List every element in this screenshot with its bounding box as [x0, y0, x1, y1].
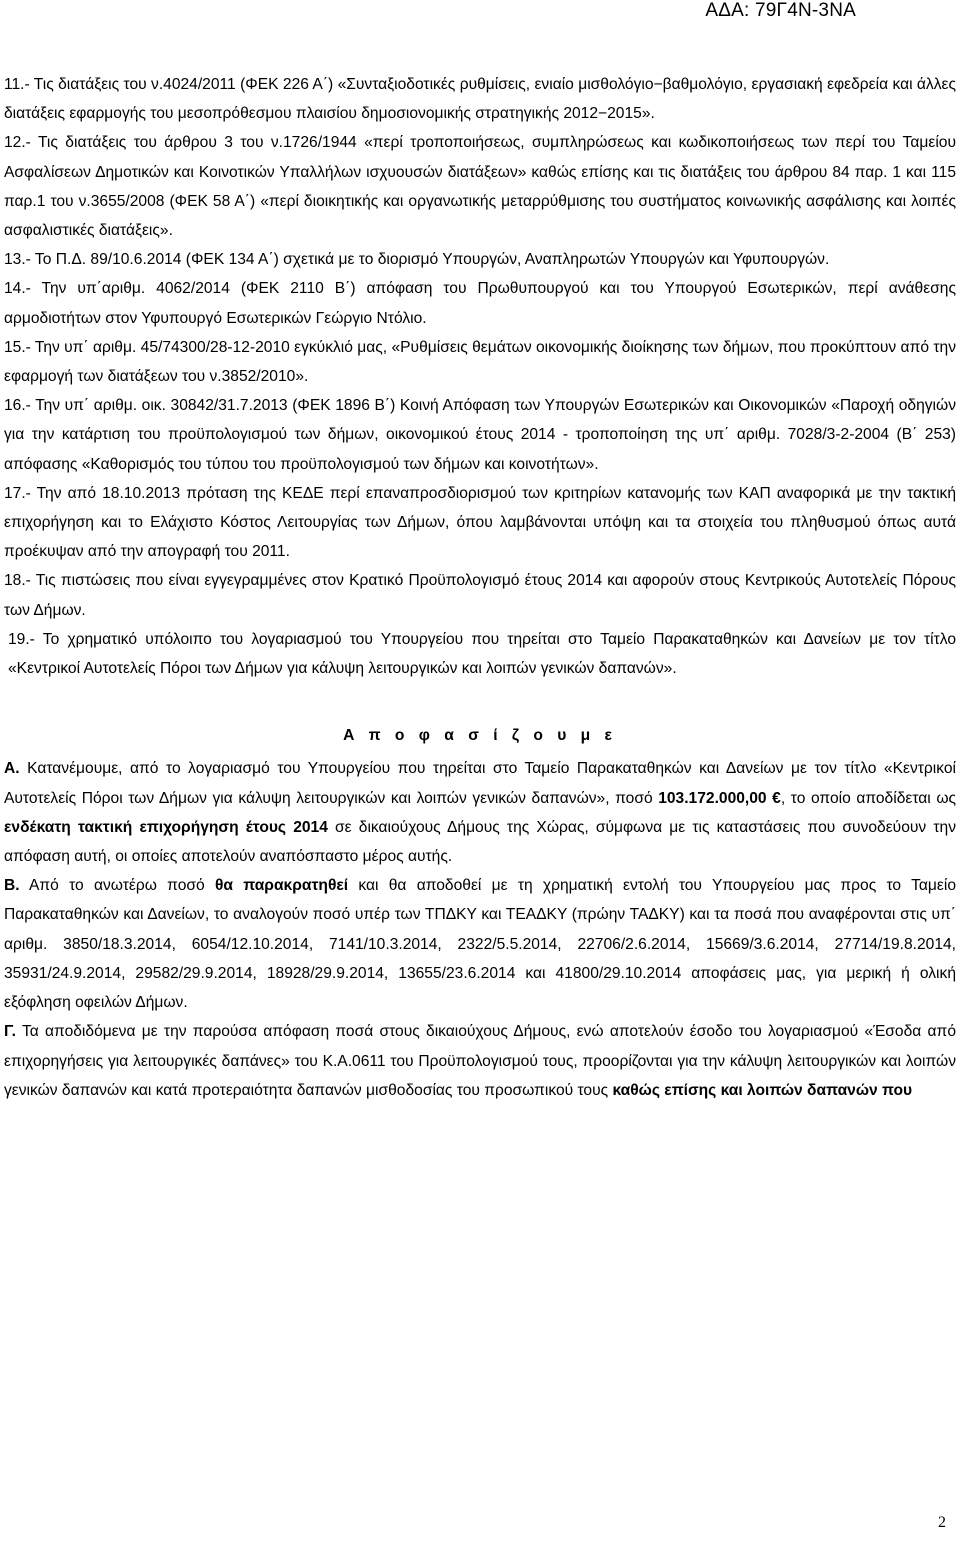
clause-11: 11.- Τις διατάξεις του ν.4024/2011 (ΦΕΚ 226 Α΄) «Συνταξιοδοτικές ρυθμίσεις, ενιαίο μισθολόγιο−βαθμολόγιο, εργασιακή εφεδρεία και άλλες διατάξεις εφαρμογής του μεσοπρόθεσμου πλαισίου δημοσιονομικής στρατηγικής 2012−2015». — [4, 76, 956, 123]
decision-c-text-1: Τα αποδιδόμενα με την παρούσα απόφαση ποσά στους δικαιούχους Δήμους, ενώ αποτελούν έσοδο του λογαριασμού «Έσοδα από επιχορηγήσεις για λειτουργικές δαπάνες» του Κ.Α.0611 του Προϋπολογισμού τους, προορίζονται για την κάλυψη λειτουργικών και λοιπών γενικών δαπανών και κατά προτεραιότητα δαπανών μισθοδοσίας του προσωπικού τους — [4, 1023, 956, 1099]
clause-16: 16.- Την υπ΄ αριθμ. οικ. 30842/31.7.2013 (ΦΕΚ 1896 Β΄) Κοινή Απόφαση των Υπουργών Εσωτερικών και Οικονομικών «Παροχή οδηγιών για την κατάρτιση του προϋπολογισμού των δήμων, οικονομικού έτους 2014 - τροποποίηση της υπ΄ αριθμ. 7028/3-2-2004 (Β΄ 253) απόφασης «Καθορισμός του τύπου του προϋπολογισμού των δήμων και κοινοτήτων». — [4, 397, 956, 473]
decision-a-text-3: σε δικαιούχους Δήμους της Χώρας, σύμφωνα με τις καταστάσεις που συνοδεύουν την απόφαση αυτή, οι οποίες αποτελούν αναπόσπαστο μέρος αυτής. — [4, 818, 956, 866]
page-number: 2 — [938, 1514, 946, 1531]
decision-a-text-2: , το οποίο αποδίδεται ως — [780, 789, 957, 807]
decision-a-grant: ενδέκατη τακτική επιχορήγηση έτους 2014 — [4, 818, 328, 836]
decision-a-label: Α. — [4, 760, 20, 778]
decision-b-label: Β. — [4, 877, 20, 895]
decision-b-text-2: και θα αποδοθεί με τη χρηματική εντολή του Υπουργείου μας προς το Ταμείο Παρακαταθηκών και Δανείων, το αναλογούν ποσό υπέρ των ΤΠΔΚΥ και ΤΕΑΔΚΥ (πρώην ΤΑΔΚΥ) και τα ποσά που αναφέρονται στις υπ΄ αριθμ. 3850/18.3.2014, 6054/12.10.2014, 7141/10.3.2014, 2322/5.5.2014, 22706/2.6.2014, 15669/3.6.2014, 27714/19.8.2014, 35931/24.9.2014, 29582/29.9.2014, 18928/29.9.2014, 13655/23.6.2014 και 41800/29.10.2014 αποφάσεις μας, για μερική ή ολική εξόφληση οφειλών Δήμων. — [4, 877, 956, 1012]
clause-15: 15.- Την υπ΄ αριθμ. 45/74300/28-12-2010 εγκύκλιό μας, «Ρυθμίσεις θεμάτων οικονομικής διοίκησης των δήμων, που προκύπτουν από την εφαρμογή των διατάξεων του ν.3852/2010». — [4, 338, 956, 386]
document-ada-code: ΑΔΑ: 79Γ4Ν-3ΝΑ — [705, 0, 856, 21]
clause-18: 18.- Τις πιστώσεις που είναι εγγεγραμμένες στον Κρατικό Προϋπολογισμό έτους 2014 και αφορούν στους Κεντρικούς Αυτοτελείς Πόρους των Δήμων. — [4, 572, 956, 619]
clause-13: 13.- Το Π.Δ. 89/10.6.2014 (ΦΕΚ 134 Α΄) σχετικά με το διορισμό Υπουργών, Αναπληρωτών Υπουργών και Υφυπουργών. — [4, 251, 830, 269]
decision-a-amount: 103.172.000,00 € — [658, 789, 781, 807]
decision-c — [4, 1017, 956, 1105]
clause-14: 14.- Την υπ΄αριθμ. 4062/2014 (ΦΕΚ 2110 Β΄) απόφαση του Πρωθυπουργού και του Υπουργού Εσωτερικών, περί ανάθεσης αρμοδιοτήτων στον Υφυπουργό Εσωτερικών Γεώργιο Ντόλιο. — [4, 280, 956, 327]
decision-heading: Α π ο φ α σ ί ζ ο υ μ ε — [343, 727, 617, 745]
decision-b-withheld: θα παρακρατηθεί — [214, 877, 349, 895]
clause-19: 19.- Το χρηματικό υπόλοιπο του λογαριασμού του Υπουργείου που τηρείται στο Ταμείο Παρακαταθηκών και Δανείων με τον τίτλο «Κεντρικοί Αυτοτελείς Πόροι των Δήμων για κάλυψη λειτουργικών και λοιπών γενικών δαπανών». — [8, 630, 956, 678]
decision-a-text-1: Κατανέμουμε, από το λογαριασμό του Υπουργείου που τηρείται στο Ταμείο Παρακαταθηκών και Δανείων με τον τίτλο «Κεντρικοί Αυτοτελείς Πόροι των Δήμων για κάλυψη λειτουργικών και λοιπών γενικών δαπανών», ποσό — [4, 760, 956, 807]
decision-c-label: Γ. — [4, 1023, 16, 1041]
document-body — [4, 70, 956, 1105]
decision-a — [4, 754, 956, 871]
clause-17: 17.- Την από 18.10.2013 πρόταση της ΚΕΔΕ περί επαναπροσδιορισμού των κριτηρίων κατανομής των ΚΑΠ αναφορικά με την τακτική επιχορήγηση και το Ελάχιστο Κόστος Λειτουργίας των Δήμων, όπου λαμβάνονται υπόψη και τα στοιχεία του πληθυσμού όπως αυτά προέκυψαν από την απογραφή του 2011. — [4, 484, 956, 561]
decision-b-text-1: Από το ανωτέρω ποσό — [19, 877, 215, 895]
decision-c-bold-tail: καθώς επίσης και λοιπών δαπανών που — [612, 1081, 913, 1099]
clause-12: 12.- Τις διατάξεις του άρθρου 3 του ν.1726/1944 «περί τροποποιήσεως, συμπληρώσεως και κωδικοποιήσεως των περί του Ταμείου Ασφαλίσεων Δημοτικών και Κοινοτικών Υπαλλήλων ισχυουσών διατάξεων» καθώς επίσης και τις διατάξεις του άρθρου 84 παρ. 1 και 115 παρ.1 του ν.3655/2008 (ΦΕΚ 58 Α΄) «περί διοικητικής και οργανωτικής μεταρρύθμισης του συστήματος κοινωνικής ασφάλισης και λοιπές ασφαλιστικές διατάξεις». — [4, 134, 956, 240]
decision-b — [4, 871, 956, 1017]
